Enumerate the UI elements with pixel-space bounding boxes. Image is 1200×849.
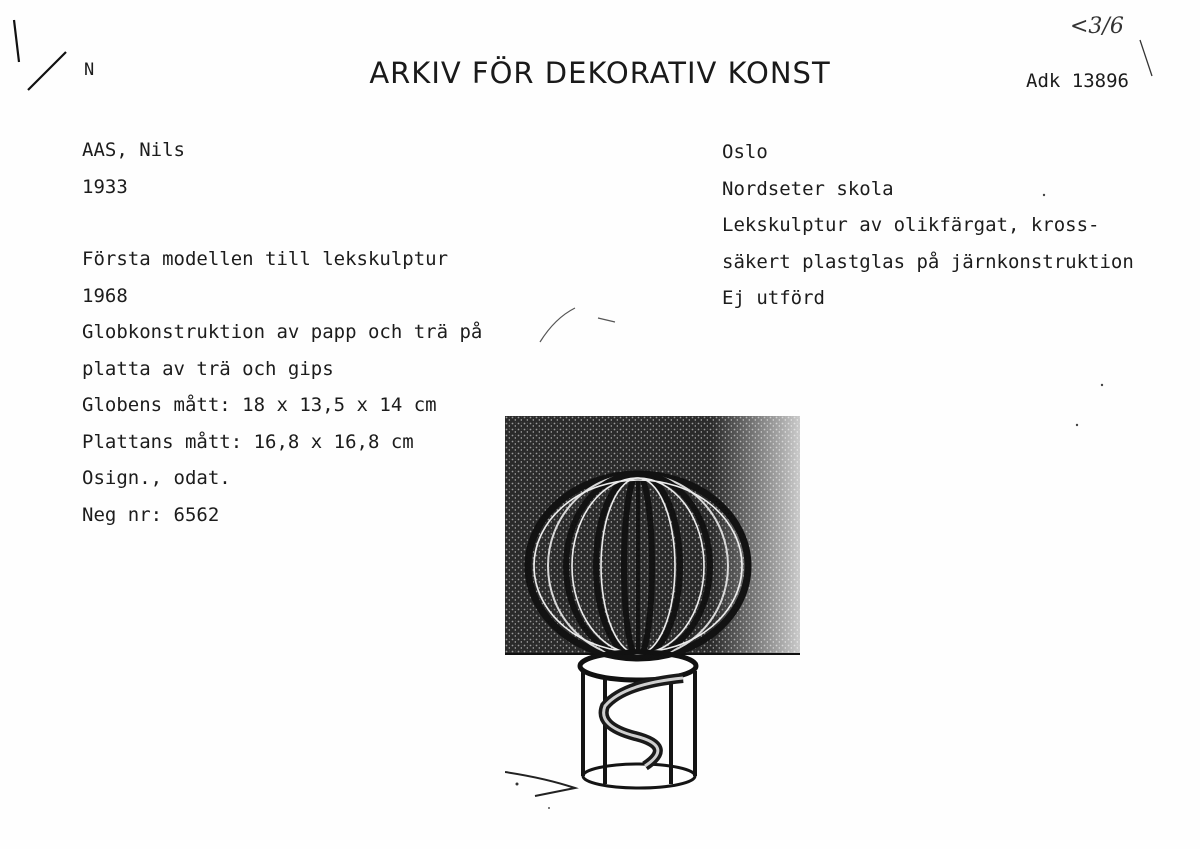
location-city: Oslo [722, 141, 768, 163]
location-school: Nordseter skola [722, 177, 894, 200]
archive-title: ARKIV FÖR DEKORATIV KONST [369, 56, 831, 90]
work-year: 1968 [82, 284, 128, 307]
catalog-number: Adk 13896 [1026, 70, 1129, 92]
globe-dimensions: Globens mått: 18 x 13,5 x 14 cm [82, 394, 437, 416]
signature-note: Osign., odat. [82, 467, 231, 489]
work-material-line: Globkonstruktion av papp och trä på [82, 321, 483, 343]
negative-number: Neg nr: 6562 [82, 503, 220, 526]
artist-year: 1933 [82, 175, 128, 198]
sculpture-photo [505, 416, 805, 816]
work-material-line: platta av trä och gips [82, 357, 334, 380]
left-column [82, 138, 482, 539]
project-status: Ej utförd [722, 287, 825, 309]
handwritten-note: <3/6 [1070, 14, 1124, 39]
artist-name: AAS, Nils [82, 139, 185, 161]
section-letter: N [84, 60, 95, 80]
pencil-stroke-mark [540, 308, 615, 342]
project-description: Lekskulptur av olikfärgat, kross- [722, 214, 1100, 236]
work-title: Första modellen till lekskulptur [82, 248, 449, 270]
project-description: säkert plastglas på järnkonstruktion [722, 250, 1134, 273]
right-column [722, 140, 1134, 323]
plate-dimensions: Plattans mått: 16,8 x 16,8 cm [82, 430, 414, 453]
